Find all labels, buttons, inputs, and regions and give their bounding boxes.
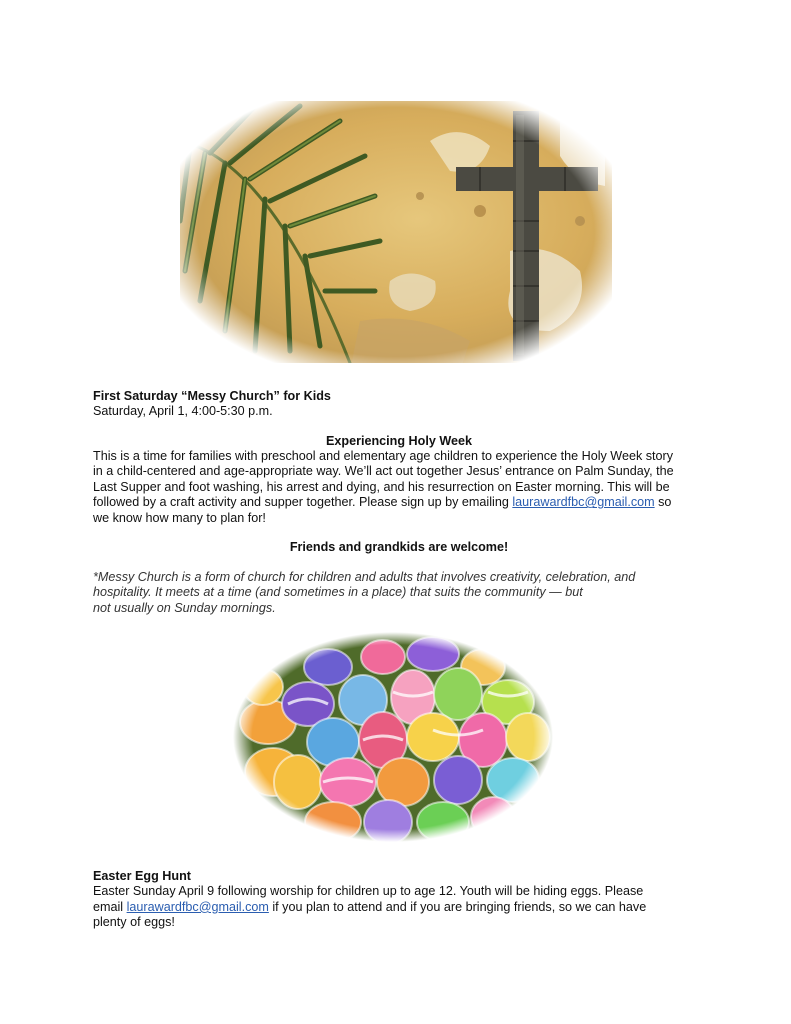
messy-church-footnote bbox=[93, 570, 705, 616]
palm-cross-image bbox=[180, 101, 612, 363]
egg-hunt-section bbox=[93, 869, 705, 931]
footnote-line: not usually on Sunday mornings. bbox=[93, 600, 276, 615]
event-title: First Saturday “Messy Church” for Kids bbox=[93, 389, 331, 403]
event-subtitle: Experiencing Holy Week bbox=[325, 434, 473, 448]
egg-hunt-line: plenty of eggs! bbox=[93, 915, 175, 930]
welcome-note: Friends and grandkids are welcome! bbox=[289, 540, 509, 554]
description-text: so bbox=[654, 495, 672, 510]
footnote-line: *Messy Church is a form of church for children and adults that involves creativity, celebration, and bbox=[93, 570, 636, 584]
egg-hunt-title: Easter Egg Hunt bbox=[93, 869, 191, 883]
egg-hunt-line bbox=[93, 900, 705, 915]
event-description bbox=[93, 449, 705, 526]
easter-eggs-image bbox=[233, 632, 553, 842]
email-link[interactable]: laurawardfbc@gmail.com bbox=[512, 495, 655, 510]
description-line bbox=[93, 495, 705, 510]
description-line: This is a time for families with preschool and elementary age children to experience the Holy Week story bbox=[93, 449, 674, 463]
event-datetime: Saturday, April 1, 4:00-5:30 p.m. bbox=[93, 404, 273, 419]
egg-hunt-line: Easter Sunday April 9 following worship for children up to age 12. Youth will be hiding eggs. Please bbox=[93, 884, 644, 899]
messy-church-section bbox=[93, 389, 705, 420]
egg-hunt-text: if you plan to attend and if you are bringing friends, so we can have bbox=[268, 899, 647, 914]
egg-hunt-text: email bbox=[93, 899, 127, 914]
footnote-line: hospitality. It meets at a time (and sometimes in a place) that suits the community — but bbox=[93, 585, 583, 600]
description-line: Last Supper and foot washing, his arrest and dying, and his resurrection on Easter morning. This will be bbox=[93, 479, 670, 494]
description-line: we know how many to plan for! bbox=[93, 510, 266, 525]
description-line: in a child-centered and age-appropriate way. We’ll act out together Jesus’ entrance on Palm Sunday, the bbox=[93, 464, 674, 479]
egg-hunt-email-link[interactable]: laurawardfbc@gmail.com bbox=[126, 899, 269, 914]
description-text: followed by a craft activity and supper together. Please sign up by emailing bbox=[93, 495, 513, 510]
